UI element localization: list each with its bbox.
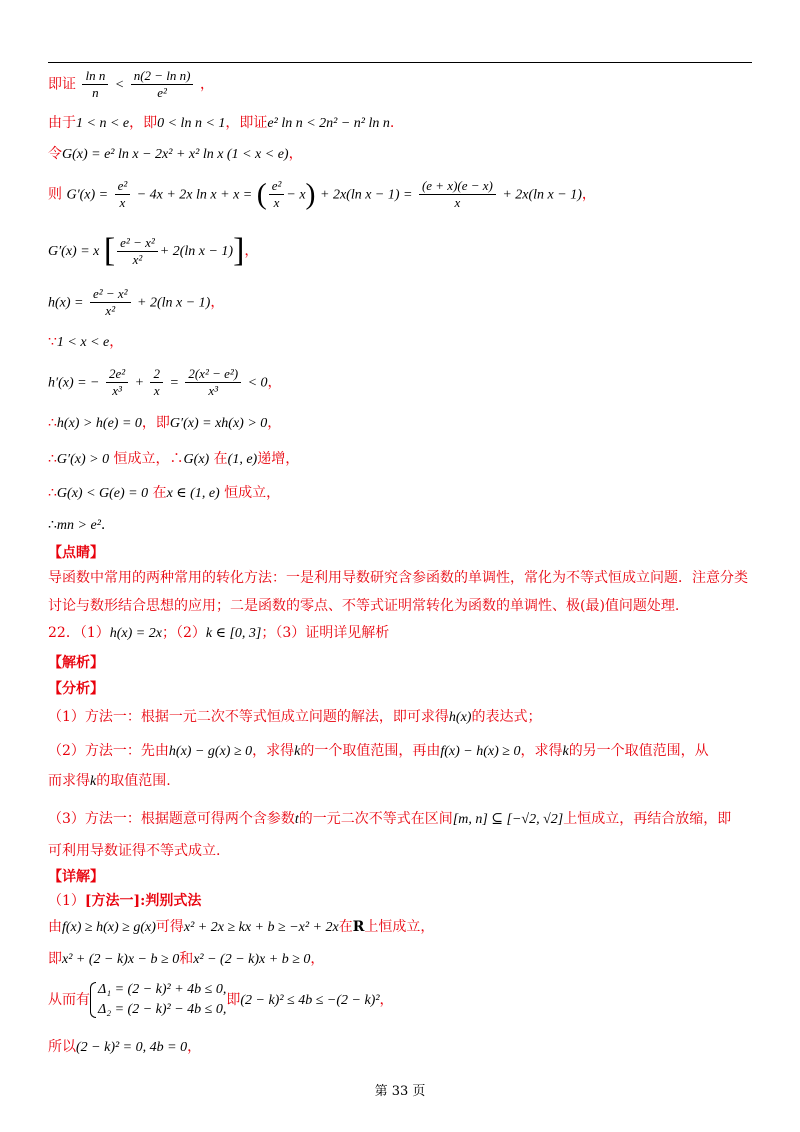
method-title (48, 892, 201, 910)
text: 在 (338, 919, 353, 935)
line-gprime: G′(x) = x [ $\frac{\text{e² − x²}}{\text{x²}}$ + 2(ln x − 1)]， (48, 232, 259, 269)
numerator: 2e² (106, 366, 128, 383)
math: h(x) > h(e) = 0 (56, 416, 142, 431)
math: 1 < n < e (76, 116, 130, 131)
detail-line-1 (48, 918, 434, 937)
denominator: x³ (112, 383, 122, 398)
fenxi-step-3-cont (48, 842, 220, 860)
math: G(x) < G(e) = 0 (56, 486, 149, 501)
line-because (48, 333, 123, 352)
fraction (269, 178, 285, 211)
text: ， (310, 951, 325, 967)
text: ，即证 (225, 115, 268, 131)
math: h(x) = 2x (109, 626, 162, 641)
text: ， (210, 294, 225, 311)
method-label: [方法一]:判别式法 (84, 893, 202, 909)
therefore-symbol: ∴ (48, 415, 57, 431)
because-symbol: ∵ (48, 334, 57, 350)
dianjing-body: 导函数中常用的两种常用的转化方法：一是利用导数研究含参函数的单调性，常化为不等式恒成立问题．注意分类讨论与数形结合思想的应用；二是函数的零点、不等式证明常转化为函数的单调性、极(最)值问题处理. (48, 570, 748, 614)
numerator: 2 (150, 366, 163, 383)
math: + (134, 375, 145, 391)
denominator: x (119, 195, 126, 210)
text: ， (581, 186, 596, 203)
text: 可得 (155, 919, 184, 935)
text: ；（2） (161, 625, 206, 641)
line-therefore-2 (48, 450, 299, 469)
text: 的一元二次不等式在区间 (298, 811, 453, 827)
equation-system (90, 980, 226, 1020)
fenxi-step-3 (48, 810, 731, 829)
math: mn > e² (56, 518, 101, 533)
math: x² + 2x ≥ kx + b ≥ −x² + 2x (183, 920, 339, 935)
text: 上恒成立， (364, 919, 435, 935)
text: 即 (48, 951, 62, 967)
numerator: n(2 − ln n) (131, 68, 194, 85)
text: 即 (226, 992, 241, 1008)
line-conclusion (48, 516, 105, 535)
detail-line-2 (48, 950, 324, 969)
page-number: 第 33 页 (374, 1084, 426, 1099)
line-therefore-1 (48, 414, 281, 433)
text: 从而有 (48, 992, 90, 1008)
math: k (90, 774, 97, 789)
math: x² − (2 − k)x + b ≥ 0 (193, 952, 311, 967)
denominator: x³ (208, 383, 219, 398)
math: h(x) = (48, 295, 84, 311)
fenxi-step-2 (48, 742, 709, 761)
numerator: (e + x)(e − x) (419, 178, 496, 195)
text: 则 (48, 186, 62, 203)
math: − 4x + 2x ln x + x = (136, 187, 253, 203)
text: ， (244, 243, 259, 259)
heading-dianjing: 【点睛】 (48, 545, 104, 561)
text: 恒成立， (113, 451, 170, 467)
math: h(x) − g(x) ≥ 0 (168, 744, 253, 759)
text: ， (267, 374, 282, 391)
numerator: ln n (82, 68, 108, 85)
denominator: n (92, 85, 99, 100)
question-number: 22． (48, 625, 80, 641)
denominator: x (153, 383, 160, 398)
text: 的取值范围. (96, 773, 171, 789)
math: h′(x) = − (48, 375, 100, 391)
fenxi-step-2-cont (48, 772, 171, 791)
line-hprime (48, 366, 282, 399)
numerator: e² − x² (90, 286, 131, 303)
math: e² ln n < 2n² − n² ln n (267, 116, 390, 131)
text: 可利用导数证得不等式成立. (48, 843, 221, 859)
therefore-symbol: ∴ (48, 517, 57, 533)
math: (2 − k)² = 0, 4b = 0 (76, 1040, 188, 1055)
fraction (90, 286, 131, 319)
text: 的另一个取值范围，从 (568, 743, 709, 759)
text: 而求得 (48, 773, 90, 789)
numerator: 2(x² − e²) (185, 366, 241, 383)
text: （1）方法一：根据一元二次不等式恒成立问题的解法，即可求得 (48, 709, 449, 725)
system-row: Δ₂ = (2 − k)² − 4b ≤ 0, (98, 1002, 227, 1017)
math: + 2x(ln x − 1) (502, 187, 582, 203)
math: k (562, 744, 569, 759)
system-row: Δ₁ = (2 − k)² + 4b ≤ 0, (98, 982, 227, 997)
heading-xiangjie: 【详解】 (48, 869, 104, 885)
math: (2 − k)² ≤ 4b ≤ −(2 − k)² (240, 993, 380, 1008)
math: = (169, 375, 179, 391)
numerator: e² (115, 178, 131, 195)
fraction (117, 235, 158, 268)
text: 即证 (48, 76, 76, 93)
math: < 0 (247, 375, 268, 391)
math: h(x) (448, 710, 472, 725)
fraction (82, 68, 108, 101)
math: R (352, 919, 365, 935)
text: 的一个取值范围，再由 (300, 743, 441, 759)
text: ， (267, 415, 282, 431)
math: + 2(ln x − 1) (159, 244, 234, 259)
text: . (389, 115, 395, 131)
heading-fenxi: 【分析】 (48, 681, 104, 697)
fraction (131, 68, 194, 101)
denominator: x (454, 195, 461, 210)
math: (1, e) (227, 452, 258, 467)
denominator: e² (157, 85, 167, 100)
detail-line-3 (48, 980, 394, 1020)
text: 递增， (257, 451, 300, 467)
math: G′(x) = (66, 187, 109, 203)
math: [m, n] ⊆ [−√2, √2] (452, 812, 564, 827)
text: 由 (48, 919, 62, 935)
line-hx (48, 286, 224, 319)
math: 1 < x < e (56, 335, 110, 350)
line-youyu (48, 114, 394, 133)
math: − x (286, 187, 306, 203)
denominator: x (273, 195, 280, 210)
text: 在 (213, 451, 228, 467)
text: ， (288, 146, 303, 162)
math: G(x) = e² ln x − 2x² + x² ln x (1 < x < e) (62, 147, 289, 162)
fraction (150, 366, 163, 399)
math: f(x) − h(x) ≥ 0 (440, 744, 521, 759)
therefore-symbol: ∴ (169, 451, 184, 467)
text: （1） (79, 625, 110, 641)
text: ；（3）证明详见解析 (261, 625, 390, 641)
math: k ∈ [0, 3] (205, 626, 262, 641)
line-ling (48, 145, 303, 164)
math: + 2(ln x − 1) (137, 295, 211, 311)
text: ，即 (141, 415, 170, 431)
math: f(x) ≥ h(x) ≥ g(x) (62, 920, 156, 935)
text: 所以 (48, 1039, 76, 1055)
detail-line-4 (48, 1038, 201, 1057)
denominator: x² (132, 251, 143, 267)
fraction (115, 178, 131, 211)
line-jizheng: 即证 $\frac{\text{ln n}}{n}$ < $\frac{\text{n(2 − ln n)}}{\text{e²}}$ ， (48, 68, 214, 100)
text: 令 (48, 146, 62, 162)
text: ，求得 (252, 743, 295, 759)
math: 0 < ln n < 1 (157, 116, 226, 131)
text: . (100, 517, 106, 533)
fraction (419, 178, 496, 211)
math: G′(x) > 0 (56, 452, 110, 467)
text: 由于 (48, 115, 76, 131)
line-ze: 则 G′(x) = $\frac{\text{e²}}{x}$ − 4x + 2x ln x + x = ( $\frac{\text{e²}}{x}$ − x) + 2x(ln x − 1) = $\frac{(e + x)(e - x)}{x}$ + 2x(ln x − 1)， (48, 177, 596, 211)
math: G′(x) = xh(x) > 0 (169, 416, 268, 431)
math: x² + (2 − k)x − b ≥ 0 (62, 952, 180, 967)
text: ， (109, 334, 124, 350)
denominator: x² (105, 303, 116, 318)
text: （3）方法一：根据题意可得两个含参数 (48, 811, 295, 827)
line-therefore-3 (48, 484, 280, 503)
text: （1） (48, 893, 85, 909)
text: ， (187, 1039, 202, 1055)
text: 上恒成立，再结合放缩，即 (563, 811, 732, 827)
numerator: e² − x² (117, 235, 158, 252)
heading-jiexi: 【解析】 (48, 655, 104, 671)
text: （2）方法一：先由 (48, 743, 169, 759)
math: G(x) (183, 452, 210, 467)
text: 恒成立， (224, 485, 281, 501)
math: x ∈ (1, e) (166, 486, 220, 501)
text: ，即 (129, 115, 158, 131)
text: 的表达式； (471, 709, 542, 725)
math: + 2x(ln x − 1) = (320, 187, 413, 203)
therefore-symbol: ∴ (48, 485, 57, 501)
therefore-symbol: ∴ (48, 451, 57, 467)
fraction (185, 366, 241, 399)
top-rule (48, 62, 752, 63)
q22-answer (48, 624, 389, 643)
math: t (294, 812, 299, 827)
text: ，求得 (520, 743, 563, 759)
math: G′(x) = x (48, 244, 100, 259)
fraction (106, 366, 128, 399)
text: 和 (179, 951, 194, 967)
numerator: e² (269, 178, 285, 195)
fenxi-step-1 (48, 708, 541, 727)
math: k (294, 744, 301, 759)
text: 在 (152, 485, 167, 501)
text: ， (379, 992, 394, 1008)
